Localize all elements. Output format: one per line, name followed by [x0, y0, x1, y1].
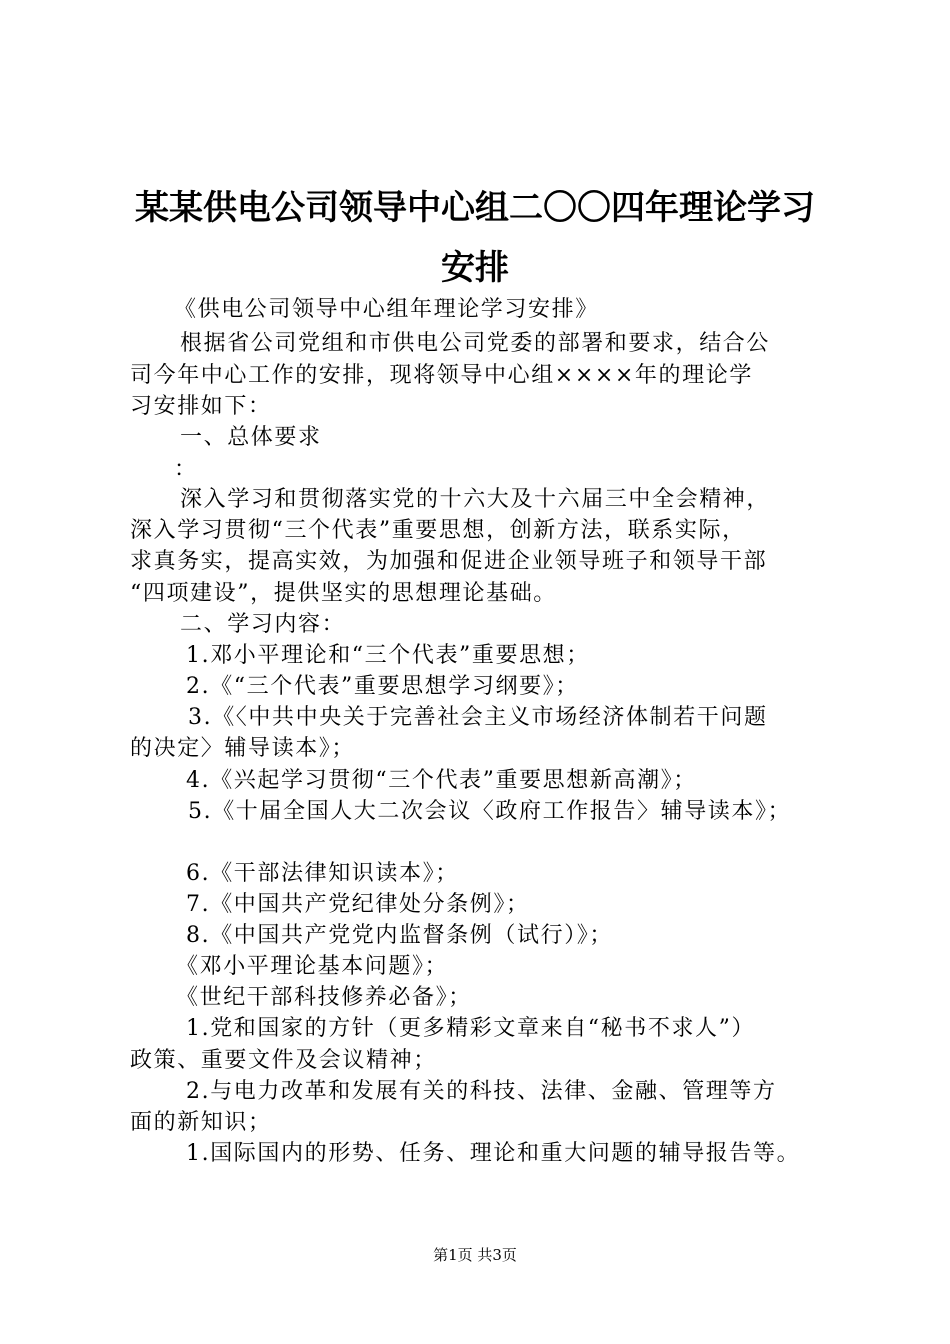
page-footer: 第1页 共3页 — [433, 1246, 517, 1264]
paragraph-line: 深入学习和贯彻落实党的十六大及十六届三中全会精神， — [180, 487, 771, 512]
list-item-continuation: 的决定〉辅导读本》； — [130, 736, 356, 761]
list-item: 2.《“三个代表”重要思想学习纲要》； — [186, 674, 579, 699]
list-item: 《世纪干部科技修养必备》； — [176, 985, 472, 1010]
subtitle-line: 《供电公司领导中心组年理论学习安排》 — [174, 297, 599, 322]
section-heading: 二、学习内容： — [180, 612, 346, 637]
section-heading: 一、总体要求 — [180, 425, 322, 450]
list-item: 8.《中国共产党党内监督条例（试行）》； — [186, 923, 613, 948]
list-item: 6.《干部法律知识读本》； — [186, 861, 459, 886]
list-item: 《邓小平理论基本问题》； — [176, 954, 449, 979]
list-item: 1.邓小平理论和“三个代表”重要思想； — [186, 643, 590, 668]
paragraph-line: 求真务实，提高实效，为加强和促进企业领导班子和领导干部 — [130, 549, 768, 574]
list-item: 4.《兴起学习贯彻“三个代表”重要思想新高潮》； — [186, 768, 697, 793]
list-item: 3.《〈中共中央关于完善社会主义市场经济体制若干问题 — [188, 705, 768, 730]
document-title-line-1: 某某供电公司领导中心组二〇〇四年理论学习 — [135, 188, 815, 228]
paragraph-line: 习安排如下： — [130, 394, 272, 419]
list-item-continuation: 政策、重要文件及会议精神； — [130, 1048, 437, 1073]
list-item: 1.国际国内的形势、任务、理论和重大问题的辅导报告等。 — [186, 1141, 801, 1166]
document-title-line-2: 安排 — [441, 248, 509, 288]
paragraph-line: 深入学习贯彻“三个代表”重要思想，创新方法，联系实际， — [130, 518, 746, 543]
list-item: 2.与电力改革和发展有关的科技、法律、金融、管理等方 — [186, 1079, 777, 1104]
paragraph-line: ： — [174, 457, 198, 482]
list-item: 5.《十届全国人大二次会议〈政府工作报告〉辅导读本》； — [188, 799, 792, 824]
list-item: 7.《中国共产党纪律处分条例》； — [186, 892, 530, 917]
list-item: 1.党和国家的方针（更多精彩文章来自“秘书不求人”） — [186, 1016, 756, 1041]
list-item-continuation: 面的新知识； — [130, 1110, 272, 1135]
paragraph-line: 根据省公司党组和市供电公司党委的部署和要求，结合公 — [180, 331, 771, 356]
paragraph-line: “四项建设”，提供坚实的思想理论基础。 — [130, 581, 557, 606]
paragraph-line: 司今年中心工作的安排，现将领导中心组××××年的理论学 — [130, 363, 753, 388]
